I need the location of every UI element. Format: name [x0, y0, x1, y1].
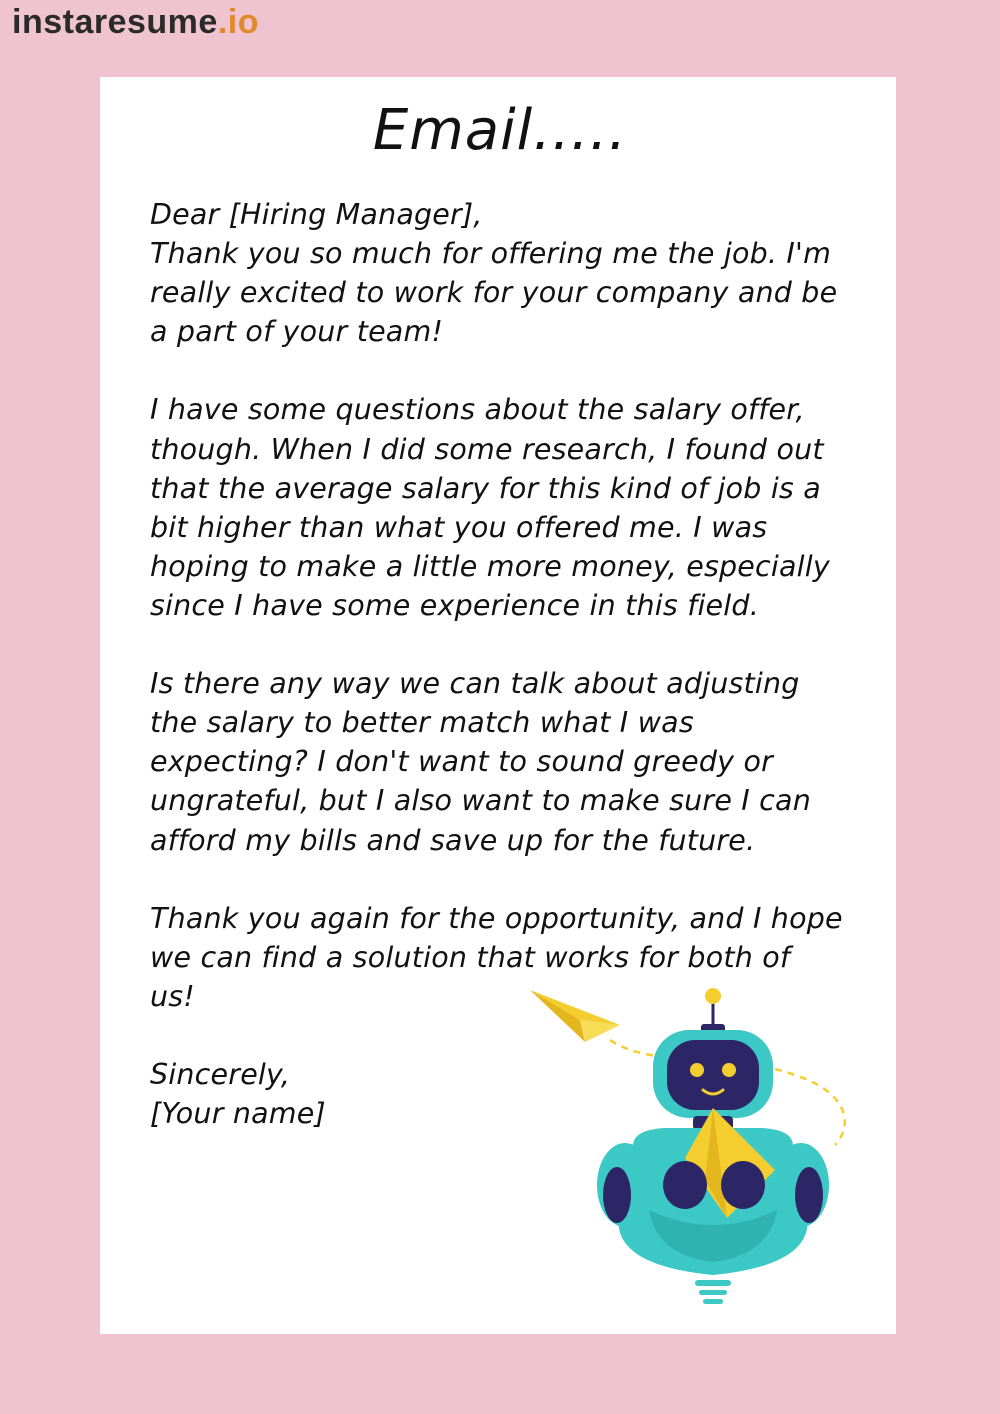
- letter-line: us!: [150, 979, 195, 1013]
- page-title: Email.....: [372, 98, 628, 163]
- paragraph-adjustment-request: [150, 664, 865, 859]
- logo-suffix: .io: [217, 3, 259, 41]
- paragraph-salary-questions: [150, 390, 865, 625]
- letter-line: I have some questions about the salary offer,: [150, 393, 805, 427]
- letter-line: afford my bills and save up for the future.: [150, 823, 756, 857]
- letter-line: since I have some experience in this field.: [150, 588, 759, 622]
- letter-line: Is there any way we can talk about adjusting: [150, 667, 800, 701]
- letter-line: ungrateful, but I also want to make sure I can: [150, 784, 811, 818]
- letter-line: the salary to better match what I was: [150, 706, 694, 740]
- signature-line: [Your name]: [150, 1097, 326, 1131]
- letter-line: we can find a solution that works for both of: [150, 940, 791, 974]
- instaresume-logo: [12, 2, 259, 42]
- letter-line: that the average salary for this kind of job is a: [150, 471, 821, 505]
- letter-line: Thank you again for the opportunity, and I hope: [150, 901, 843, 935]
- letter-line: hoping to make a little more money, especially: [150, 549, 830, 583]
- greeting-block: [150, 195, 865, 351]
- closing-line: Sincerely,: [150, 1058, 291, 1092]
- letter-line: really excited to work for your company and be: [150, 276, 838, 310]
- letter-line: though. When I did some research, I found out: [150, 432, 824, 466]
- letter-line: Thank you so much for offering me the job. I'm: [150, 237, 832, 271]
- paper-plane-icon: [530, 990, 620, 1042]
- letter-line: expecting? I don't want to sound greedy or: [150, 745, 774, 779]
- logo-wordmark: instaresume: [12, 3, 218, 41]
- letter-line: a part of your team!: [150, 315, 444, 349]
- letter-line: bit higher than what you offered me. I was: [150, 510, 768, 544]
- robot-with-paper-plane-icon: [525, 980, 855, 1310]
- greeting-line: Dear [Hiring Manager],: [150, 198, 483, 231]
